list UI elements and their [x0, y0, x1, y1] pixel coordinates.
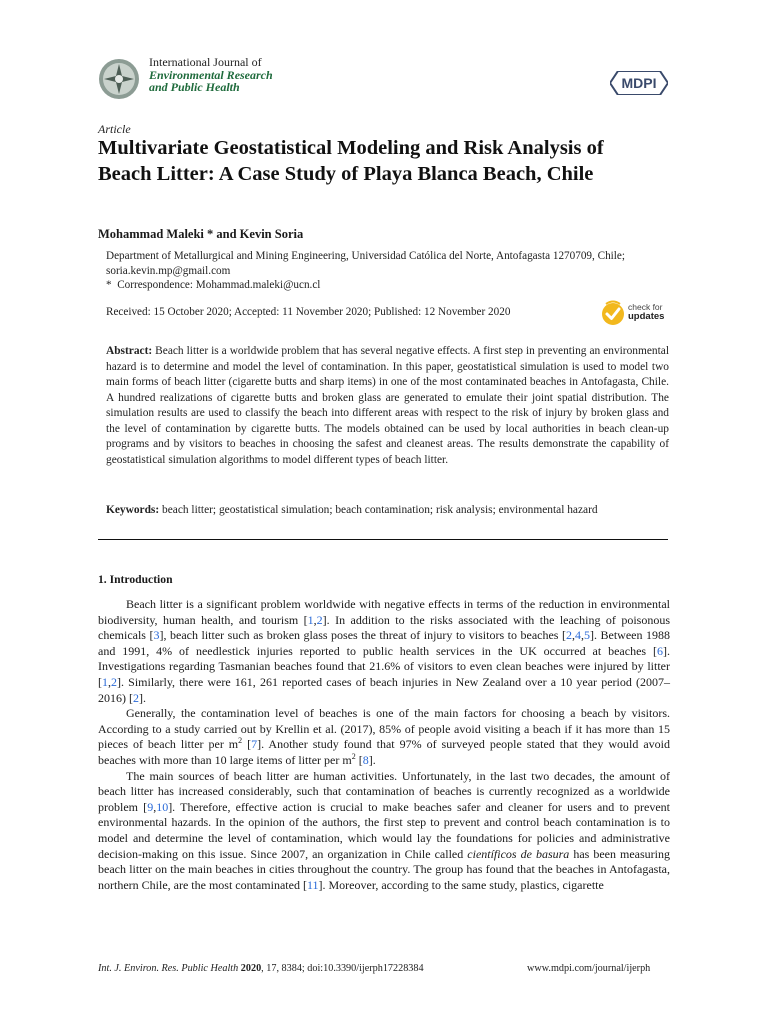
text-run: [	[242, 737, 252, 752]
check-updates-line2: updates	[628, 311, 665, 322]
correspondence-marker: *	[106, 279, 112, 291]
article-type: Article	[98, 122, 131, 136]
citation-link[interactable]: 1	[307, 612, 314, 627]
footer-year: 2020	[240, 963, 262, 974]
citation-link[interactable]: 11	[306, 877, 319, 892]
text-run: ].	[139, 690, 146, 705]
journal-name-line2: Environmental Research	[149, 67, 273, 82]
text-run: ]. Another study found that 97% of surveyed people stated that they would avoid beaches with more than 10 large items of litter per m	[98, 737, 670, 767]
citation-link[interactable]: 9	[147, 799, 154, 814]
abstract	[106, 344, 669, 468]
text-run: ,	[580, 628, 584, 643]
text-run: ].	[368, 752, 376, 767]
journal-name-line1: International Journal of	[149, 55, 262, 69]
check-updates-text	[628, 302, 664, 322]
section-heading-introduction: 1. Introduction	[98, 573, 173, 586]
citation-link[interactable]: 7	[251, 737, 258, 752]
text-run: ], beach litter such as broken glass poses the threat of injury to visitors to beaches [	[159, 628, 566, 643]
correspondence	[106, 278, 666, 293]
intro-paragraph-1	[98, 597, 670, 706]
correspondence-email[interactable]: Correspondence: Mohammad.maleki@ucn.cl	[117, 279, 321, 291]
section-divider	[98, 539, 668, 540]
text-run: [	[355, 752, 363, 767]
check-for-updates-badge[interactable]	[601, 300, 673, 326]
intro-paragraph-3	[98, 769, 670, 894]
italic-term: científicos de basura	[467, 846, 570, 861]
text-run: The main sources of beach litter are human activities. Unfortunately, in the last two decades, the amount of beach litter has increased considerably, such that contamination of beaches is currently recognized as a worldwide problem [	[98, 768, 670, 814]
abstract-text: Beach litter is a worldwide problem that has several negative effects. A first step in preventing an environmental hazard is to determine and model the level of contamination. In this paper, geostatistical simulation is used to model two main forms of beach litter (cigarette butts and sharp items) in one of the most contaminated beaches in Antofagasta, Chile. A hundred realizations of cigarette butts and broken glass are generated to emulate their joint spatial distribution. The simulation results are used to classify the beach into different areas with respect to the risk of injury by broken glass and the level of contamination by cigarette butts. The models obtained can be used by local authorities in beach clean-up programs and by visitors to beaches in choosing the safest and cleanest areas. The results demonstrate the capability of geostatistical simulation algorithms to model different types of beach litter.	[106, 345, 669, 466]
text-run: ]. Similarly, there were 161, 261 reported cases of beach injuries in New Zealand over a 10 year period (2007–2016) [	[98, 674, 670, 705]
journal-header	[98, 56, 318, 100]
keywords	[106, 503, 669, 518]
text-run: Generally, the contamination level of beaches is one of the main factors for choosing a beach by visitors. According to a study carried out by Krellin et al. (2017), 85% of people avoid visiting a beach if it has more than 15 pieces of beach litter per m	[98, 706, 670, 752]
citation-link[interactable]: 1	[102, 674, 108, 689]
keywords-text: beach litter; geostatistical simulation; beach contamination; risk analysis; environmental hazard	[162, 504, 598, 516]
footer-citation	[98, 963, 424, 974]
superscript: 2	[351, 751, 356, 761]
text-run: ,	[108, 674, 111, 689]
citation-link[interactable]: 8	[362, 752, 369, 767]
text-run: Beach litter is a significant problem worldwide with negative effects in terms of the reduction in environmental biodiversity, human health, and tourism [	[98, 597, 670, 627]
author-list: Mohammad Maleki * and Kevin Soria	[98, 227, 304, 241]
mdpi-logo-text: MDPI	[621, 75, 657, 91]
mdpi-logo	[610, 71, 668, 95]
superscript: 2	[238, 736, 243, 746]
footer-journal-abbrev: Int. J. Environ. Res. Public Health	[98, 963, 239, 974]
affiliation-block	[106, 249, 666, 293]
citation-link[interactable]: 3	[153, 628, 160, 643]
footer-journal-url[interactable]: www.mdpi.com/journal/ijerph	[527, 963, 651, 974]
text-run: ]. Moreover, according to the same study, plastics, cigarette	[318, 877, 604, 892]
citation-link[interactable]: 2	[565, 628, 572, 643]
publication-dates: Received: 15 October 2020; Accepted: 11 November 2020; Published: 12 November 2020	[106, 306, 511, 318]
text-run: ]. Therefore, effective action is crucial to make beaches safer and cleaner for users and to prevent environmental hazards. In the opinion of the authors, the first step to prevent and control beach contamination is to model and determine the level of contamination, which would lay the foundations for policies and administrative decision-making on this issue. Since 2007, an organization in Chile called	[98, 799, 670, 861]
citation-link[interactable]: 5	[583, 628, 590, 643]
text-run: has been measuring beach litter on the main beaches in cities throughout the country. The group has found that the beaches in Antofagasta, northern Chile, are the most contaminated [	[98, 846, 671, 892]
text-run: ]. Investigations regarding Tasmanian beaches found that 21.6% of visitors to even clean beaches were injured by litter [	[98, 643, 670, 689]
text-run: ,	[153, 799, 157, 814]
citation-link[interactable]: 2	[316, 612, 323, 627]
citation-link[interactable]: 6	[657, 643, 663, 658]
text-run: ,	[313, 612, 317, 627]
journal-logo-icon	[98, 58, 140, 100]
citation-link[interactable]: 4	[574, 628, 581, 643]
text-run: ]. In addition to the risks associated with the leaching of poisonous chemicals [	[98, 612, 670, 643]
affiliation: Department of Metallurgical and Mining Engineering, Universidad Católica del Norte, Antofagasta 1270709, Chile; soria.kevin.mp@gmail.com	[106, 250, 625, 277]
footer-volume-doi: , 17, 8384; doi:10.3390/ijerph17228384	[261, 963, 424, 974]
intro-paragraph-2	[98, 706, 670, 768]
introduction-body	[98, 597, 670, 893]
citation-link[interactable]: 10	[156, 799, 169, 814]
keywords-label: Keywords:	[106, 504, 160, 516]
article-title: Multivariate Geostatistical Modeling and Risk Analysis of Beach Litter: A Case Study of Playa Blanca Beach, Chile	[98, 137, 604, 185]
text-run: ,	[571, 628, 575, 643]
check-updates-line1: check for	[628, 302, 663, 312]
citation-link[interactable]: 2	[111, 674, 117, 689]
text-run: ]. Between 1988 and 1991, 4% of needlestick injuries reported to public health services in the UK occurred at beaches [	[98, 628, 670, 658]
journal-name-line3: and Public Health	[149, 80, 240, 94]
abstract-label: Abstract:	[106, 345, 153, 357]
citation-link[interactable]: 2	[133, 690, 139, 705]
check-updates-icon	[601, 300, 625, 326]
